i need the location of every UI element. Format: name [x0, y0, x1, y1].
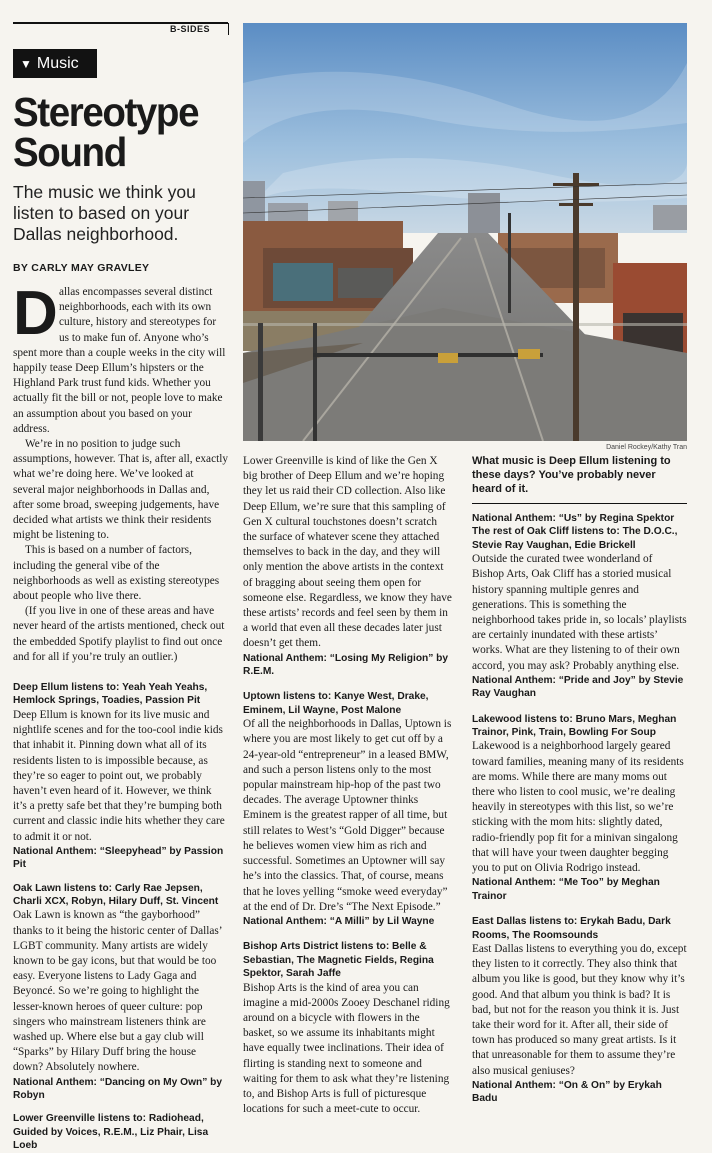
uptown-body: Of all the neighborhoods in Dallas, Uptown is where you are most likely to get cut off by a 24-year-old “entrepreneur” in a leased BMW, and such a person listens only to the most popular mainstream hip-hop of the past two decades. The average Uptowner thinks Eminem is the greatest rapper of all time, but still relates to West’s “Gold Digger” because he believes women view him as rich and successful. Sometimes an Uptowner will say he’s into the classics. That, of course, means that he loves yelling “smoke weed everyday” at the end of Dr. Dre’s “The Next Episode.”: [243, 718, 452, 913]
east-dallas-heading: East Dallas listens to: Erykah Badu, Dark Rooms, The Roomsounds: [472, 916, 671, 941]
drop-cap: D: [13, 279, 58, 348]
lakewood-body: Lakewood is a neighborhood largely geared toward families, meaning many of its residents are moms. While there are many moms out there who listen to cool music, we’re dealing heavily in stereotypes with this list, so we’re sticking with the mom hits: slightly dated, radio-friendly pop fit for a minivan singalong that will have your tween daughter begging you to put on Olivia Rodrigo instead.: [472, 740, 684, 875]
byline: BY CARLY MAY GRAVLEY: [13, 262, 150, 274]
bishop-arts-body: Bishop Arts is the kind of area you can imagine a mid-2000s Zooey Deschanel riding around on a bicycle with flowers in the basket, so we assume its inhabitants might have equally twee inclinations. Their idea of flirting is standing next to someone and waiting for them to ask what they’re listening to, and Bishop Arts is full of picturesque locations for such a meet-cute to occur.: [243, 981, 450, 1116]
street-photo-svg: [243, 23, 687, 441]
oak-lawn-body: Oak Lawn is known as “the gayborhood” thanks to it being the historic center of Dallas’ LGBT community. Many artists are widely known to be gay icons, but that would be too easy. Everyone listens to Lady Gaga and Beyoncé. So we’re going to highlight the lesser-known heroes of queer culture: pop singers who mainstream listeners think are washed up. Where else but a gay club will “Sparks” by Hilary Duff bring the house down? Absolutely nowhere.: [13, 909, 222, 1074]
category-label: [13, 49, 97, 78]
intro-paragraph-4: (If you live in one of these areas and have never heard of the artists mentioned, check out the embedded Spotify playlist to find out once and for all if you’re truly an outlier.): [13, 605, 225, 663]
uptown-anthem: National Anthem: “A Milli” by Lil Wayne: [243, 915, 435, 927]
uptown-heading: Uptown listens to: Kanye West, Drake, Eminem, Lil Wayne, Post Malone: [243, 691, 429, 716]
street-photo: [243, 23, 687, 441]
page-title: [13, 89, 220, 175]
east-dallas-anthem: National Anthem: “On & On” by Erykah Badu: [472, 1079, 662, 1105]
pull-quote: What music is Deep Ellum listening to these days? You’ve probably never heard of it.: [472, 454, 687, 504]
photo-credit: Daniel Rockey/Kathy Tran: [606, 444, 687, 451]
deep-ellum-anthem: National Anthem: “Sleepyhead” by Passion Pit: [13, 845, 224, 871]
lakewood-anthem: National Anthem: “Me Too” by Meghan Trainor: [472, 877, 660, 902]
east-dallas-body: East Dallas listens to everything you do, except they listen to it correctly. They also think that album you like is good, but they know why it’s good. And that album you think is bad? It is bad, but not for the reason you think it is. Just take their word for it. After all, their side of town has produced so many great artists. Is it that unreasonable for them to assume they’re also musical geniuses?: [472, 942, 687, 1077]
article-deck: The music we think you listen to based on your Dallas neighborhood.: [13, 182, 196, 244]
section-tag: B-SIDES: [170, 23, 229, 35]
intro-paragraph-1: allas encompasses several distinct neighborhoods, each with its own culture, history and stereotypes for us to make fun of. Anyone who’s spent more than a couple weeks in the city will happily tease Deep Ellum’s hipsters or the Highland Park trust fund kids. Whether you actually fit the bill or not, people love to make an assumption about you based on your address.: [13, 286, 226, 435]
deep-ellum-body: Deep Ellum is known for its live music and nightlife scenes and for the too-cool indie kids that inhabit it. Pinning down what all of its residents listen to is impossible because, as they’re so eager to point out, we probably haven’t even heard of it. However, we think it’s a pretty safe bet that they’re bumping both current and classic indie hits whether they care to admit it or not.: [13, 708, 225, 843]
column-1: [13, 279, 229, 1153]
column-2: [243, 454, 453, 1117]
lakewood-heading: Lakewood listens to: Bruno Mars, Meghan Trainor, Pink, Train, Bowling For Soup: [472, 713, 677, 739]
bishop-arts-anthem: National Anthem: “Us” by Regina Spektor: [472, 513, 675, 524]
intro-paragraph-2: We’re in no position to judge such assumptions, however. That is, after all, exactly what we’re doing here. We’ve looked at several major neighborhoods in Dallas and, after some broad, sweeping judgements, have decided what artists we think their residents might be listening to.: [13, 438, 229, 542]
oak-lawn-anthem: National Anthem: “Dancing on My Own” by Robyn: [13, 1076, 223, 1101]
bishop-arts-heading: Bishop Arts District listens to: Belle & Sebastian, The Magnetic Fields, Regina Spektor, Sarah Jaffe: [243, 941, 434, 980]
oak-cliff-body: Outside the curated twee wonderland of Bishop Arts, Oak Cliff has a storied musical history spanning multiple genres and generations. This is something the neighborhood takes pride in, so locals’ playlists are certainly inundated with these artists’ works. What are they listening to of their own accord, you may ask? Probably anything else.: [472, 553, 687, 672]
lower-greenville-anthem: National Anthem: “Losing My Religion” by R.E.M.: [243, 652, 449, 678]
lower-greenville-heading: Lower Greenville listens to: Radiohead, Guided by Voices, R.E.M., Liz Phair, Lisa Loeb: [13, 1113, 209, 1152]
column-3: [472, 454, 687, 1106]
category-text: Music: [36, 55, 79, 72]
lower-greenville-body: Lower Greenville is kind of like the Gen X big brother of Deep Ellum and we’re hoping they let us raid their CD collection. Also like Deep Ellum, we’re sure that this sampling of Gen X cultural touchstones doesn’t scratch the surface of whatever scene they attached themselves to back in the day, and they will only mention the above artists in the context of bragging about seeing them open for someone else. Regardless, we know they have these artists’ records and feel seen by them in a world that even all these decades later just doesn’t get them.: [243, 455, 452, 650]
intro-paragraph-3: This is based on a number of factors, including the general vibe of the neighborhoods as well as existing stereotypes about people who live there.: [13, 544, 220, 603]
oak-cliff-heading: The rest of Oak Cliff listens to: The D.O.C., Stevie Ray Vaughan, Edie Brickell: [472, 526, 678, 551]
oak-cliff-anthem: National Anthem: “Pride and Joy” by Stevie Ray Vaughan: [472, 674, 684, 700]
deep-ellum-heading: Deep Ellum listens to: Yeah Yeah Yeahs, Hemlock Springs, Toadies, Passion Pit: [13, 682, 208, 707]
title-line-1: Stereotype: [13, 89, 199, 135]
oak-lawn-heading: Oak Lawn listens to: Carly Rae Jepsen, Charli XCX, Robyn, Hilary Duff, St. Vincent: [13, 882, 219, 907]
title-line-2: Sound: [13, 129, 126, 175]
triangle-down-icon: ▼: [20, 57, 32, 71]
